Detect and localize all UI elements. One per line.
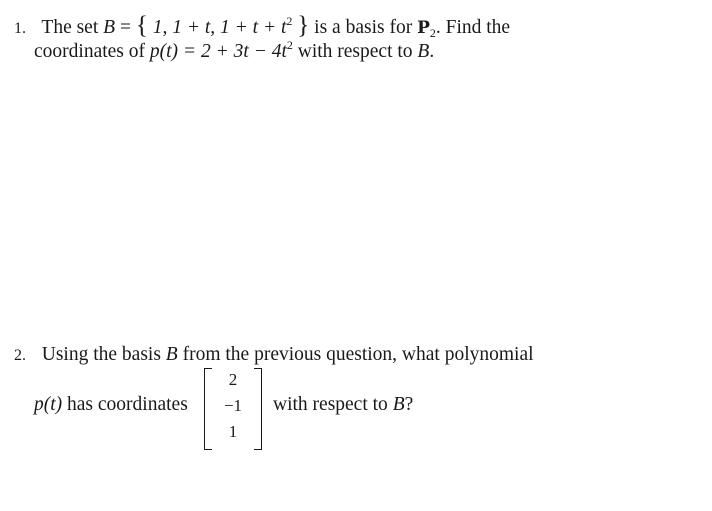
q1-elements-exp: 2 xyxy=(286,14,293,28)
q2-text-d: with respect to xyxy=(273,394,388,415)
q1-text-e: with respect to xyxy=(292,41,413,62)
q1-set-var: B xyxy=(103,17,116,38)
q1-space-sub: 2 xyxy=(429,26,436,40)
q2-text-a: Using the basis xyxy=(41,344,161,365)
q1-basis-var: B xyxy=(417,41,430,62)
q2-text-c: has coordinates xyxy=(62,394,188,415)
q1-text-b: is a basis for xyxy=(309,17,413,38)
q1-number: 1. xyxy=(14,20,26,37)
q1-text-c: . Find the xyxy=(435,17,511,38)
q1-line-1 xyxy=(14,12,510,40)
q1-elements: 1, 1 + t, 1 + t + t xyxy=(147,17,287,38)
q2-line-1 xyxy=(14,344,534,366)
q2-poly-p: p xyxy=(34,394,44,415)
q2-line-2-left xyxy=(34,394,188,416)
q2-line-2-right xyxy=(273,394,413,416)
q2-poly-arg: (t) xyxy=(43,394,63,415)
q1-poly-exp: 2 xyxy=(286,38,293,52)
q1-poly-p: p xyxy=(149,41,160,62)
q1-poly-arg: (t) xyxy=(159,41,179,62)
q1-right-brace: } xyxy=(297,12,310,39)
q1-text-a: The set xyxy=(41,17,99,38)
q1-line-2 xyxy=(34,38,435,63)
q1-left-brace: { xyxy=(135,12,148,39)
matrix-left-bracket xyxy=(204,368,212,450)
coordinate-vector xyxy=(204,368,262,448)
matrix-entry-3: 1 xyxy=(228,422,238,441)
q1-space-symbol: P xyxy=(417,18,430,38)
matrix-entry-1: 2 xyxy=(228,370,238,389)
q2-basis-var-2: B xyxy=(392,394,405,415)
q1-period: . xyxy=(429,41,435,62)
q2-number: 2. xyxy=(14,347,26,364)
matrix-right-bracket xyxy=(254,368,262,450)
matrix-entry-2: −1 xyxy=(223,396,243,415)
q2-question-mark: ? xyxy=(404,394,414,415)
q1-eq: = xyxy=(115,17,136,38)
q1-poly-expr: = 2 + 3t − 4t xyxy=(178,41,287,62)
q1-text-d: coordinates of xyxy=(34,41,146,62)
q2-text-b: from the previous question, what polynomial xyxy=(177,344,534,365)
q2-basis-var-1: B xyxy=(165,344,178,365)
